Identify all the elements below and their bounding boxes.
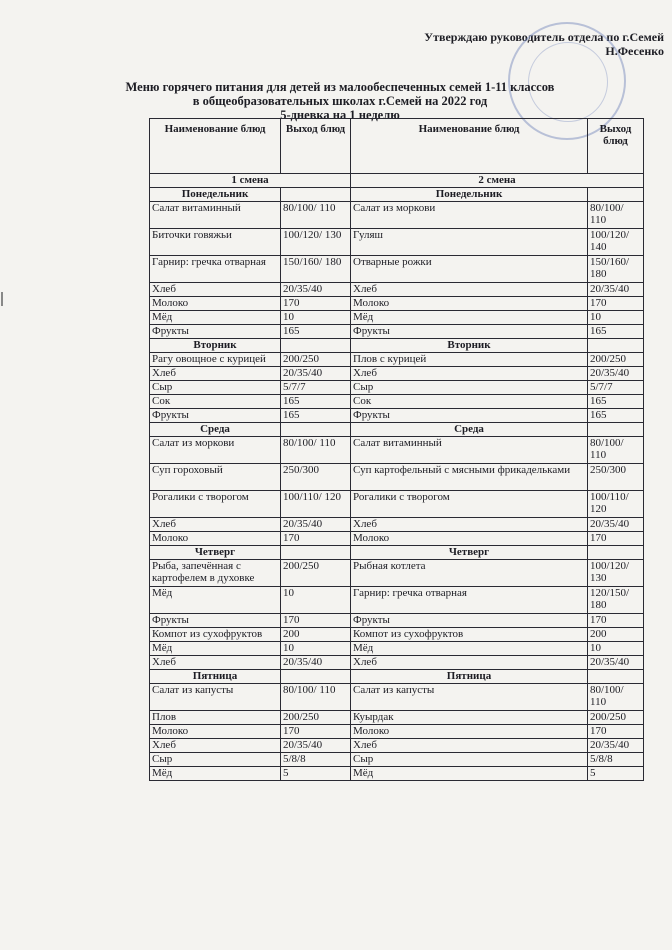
dish-yield-shift-2: 20/35/40 bbox=[588, 367, 644, 381]
menu-row bbox=[150, 325, 644, 339]
dish-name-shift-1: Молоко bbox=[150, 297, 281, 311]
dish-yield-shift-2: 170 bbox=[588, 297, 644, 311]
approver-name: Н.Фесенко bbox=[605, 44, 664, 58]
dish-yield-shift-1: 5/7/7 bbox=[281, 381, 351, 395]
day-empty-cell bbox=[588, 188, 644, 202]
dish-yield-shift-2: 250/300 bbox=[588, 464, 644, 491]
dish-yield-shift-1: 165 bbox=[281, 409, 351, 423]
dish-yield-shift-2: 5/8/8 bbox=[588, 753, 644, 767]
dish-name-shift-2: Молоко bbox=[351, 297, 588, 311]
dish-name-shift-2: Куырдак bbox=[351, 711, 588, 725]
menu-row bbox=[150, 283, 644, 297]
dish-name-shift-2: Рыбная котлета bbox=[351, 560, 588, 587]
menu-row bbox=[150, 614, 644, 628]
approval-line: Утверждаю руководитель отдела по г.Семей bbox=[424, 30, 664, 44]
menu-row bbox=[150, 725, 644, 739]
dish-name-shift-1: Фрукты bbox=[150, 325, 281, 339]
menu-row bbox=[150, 297, 644, 311]
day-name-right: Пятница bbox=[351, 670, 588, 684]
dish-yield-shift-1: 20/35/40 bbox=[281, 739, 351, 753]
dish-name-shift-2: Мёд bbox=[351, 767, 588, 781]
title-line-2: в общеобразовательных школах г.Семей на 2022 год bbox=[192, 94, 488, 108]
menu-row bbox=[150, 437, 644, 464]
dish-name-shift-2: Фрукты bbox=[351, 409, 588, 423]
document-title bbox=[80, 80, 600, 122]
menu-row bbox=[150, 353, 644, 367]
dish-name-shift-2: Сок bbox=[351, 395, 588, 409]
menu-row bbox=[150, 560, 644, 587]
dish-yield-shift-1: 10 bbox=[281, 642, 351, 656]
title-line-3: 5-дневка на 1 неделю bbox=[280, 108, 400, 122]
dish-name-shift-2: Хлеб bbox=[351, 367, 588, 381]
dish-yield-shift-1: 100/120/ 130 bbox=[281, 229, 351, 256]
dish-yield-shift-2: 5 bbox=[588, 767, 644, 781]
dish-name-shift-1: Биточки говяжьи bbox=[150, 229, 281, 256]
menu-row bbox=[150, 628, 644, 642]
dish-yield-shift-1: 150/160/ 180 bbox=[281, 256, 351, 283]
dish-name-shift-2: Гуляш bbox=[351, 229, 588, 256]
shift-1-label: 1 смена bbox=[150, 174, 351, 188]
dish-yield-shift-2: 165 bbox=[588, 395, 644, 409]
dish-yield-shift-2: 80/100/ 110 bbox=[588, 202, 644, 229]
dish-yield-shift-1: 10 bbox=[281, 587, 351, 614]
dish-name-shift-2: Компот из сухофруктов bbox=[351, 628, 588, 642]
dish-name-shift-2: Молоко bbox=[351, 532, 588, 546]
day-name-left: Понедельник bbox=[150, 188, 281, 202]
day-empty-cell bbox=[588, 423, 644, 437]
dish-name-shift-2: Рогалики с творогом bbox=[351, 491, 588, 518]
menu-row bbox=[150, 464, 644, 491]
day-header-row bbox=[150, 670, 644, 684]
day-name-right: Четверг bbox=[351, 546, 588, 560]
dish-yield-shift-1: 20/35/40 bbox=[281, 518, 351, 532]
menu-row bbox=[150, 256, 644, 283]
menu-row bbox=[150, 381, 644, 395]
dish-yield-shift-2: 200 bbox=[588, 628, 644, 642]
header-dish-2: Наименование блюд bbox=[351, 119, 588, 174]
dish-name-shift-1: Суп гороховый bbox=[150, 464, 281, 491]
menu-row bbox=[150, 684, 644, 711]
dish-yield-shift-1: 200 bbox=[281, 628, 351, 642]
dish-name-shift-1: Хлеб bbox=[150, 367, 281, 381]
day-empty-cell bbox=[588, 339, 644, 353]
day-name-left: Пятница bbox=[150, 670, 281, 684]
dish-yield-shift-2: 200/250 bbox=[588, 353, 644, 367]
header-dish-1: Наименование блюд bbox=[150, 119, 281, 174]
dish-name-shift-1: Салат из капусты bbox=[150, 684, 281, 711]
dish-name-shift-1: Рогалики с творогом bbox=[150, 491, 281, 518]
day-empty-cell bbox=[281, 188, 351, 202]
dish-name-shift-2: Салат из моркови bbox=[351, 202, 588, 229]
dish-yield-shift-2: 20/35/40 bbox=[588, 739, 644, 753]
menu-row bbox=[150, 409, 644, 423]
day-name-right: Вторник bbox=[351, 339, 588, 353]
dish-name-shift-1: Молоко bbox=[150, 725, 281, 739]
day-header-row bbox=[150, 339, 644, 353]
dish-name-shift-1: Молоко bbox=[150, 532, 281, 546]
menu-row bbox=[150, 767, 644, 781]
dish-name-shift-2: Хлеб bbox=[351, 739, 588, 753]
dish-yield-shift-1: 5 bbox=[281, 767, 351, 781]
dish-name-shift-1: Рыба, запечённая с картофелем в духовке bbox=[150, 560, 281, 587]
title-line-1: Меню горячего питания для детей из малообеспеченных семей 1-11 классов bbox=[125, 80, 555, 94]
dish-name-shift-1: Плов bbox=[150, 711, 281, 725]
dish-name-shift-1: Хлеб bbox=[150, 518, 281, 532]
header-yield-1: Выход блюд bbox=[281, 119, 351, 174]
dish-name-shift-2: Салат витаминный bbox=[351, 437, 588, 464]
dish-yield-shift-2: 100/120/ 140 bbox=[588, 229, 644, 256]
dish-name-shift-2: Салат из капусты bbox=[351, 684, 588, 711]
dish-yield-shift-1: 165 bbox=[281, 325, 351, 339]
dish-yield-shift-1: 165 bbox=[281, 395, 351, 409]
dish-yield-shift-2: 20/35/40 bbox=[588, 518, 644, 532]
dish-yield-shift-2: 165 bbox=[588, 325, 644, 339]
dish-name-shift-2: Мёд bbox=[351, 311, 588, 325]
day-name-right: Среда bbox=[351, 423, 588, 437]
dish-yield-shift-2: 5/7/7 bbox=[588, 381, 644, 395]
shift-2-label: 2 смена bbox=[351, 174, 644, 188]
dish-name-shift-1: Хлеб bbox=[150, 656, 281, 670]
day-empty-cell bbox=[588, 546, 644, 560]
dish-yield-shift-1: 200/250 bbox=[281, 711, 351, 725]
dish-yield-shift-1: 170 bbox=[281, 297, 351, 311]
day-empty-cell bbox=[281, 546, 351, 560]
menu-row bbox=[150, 532, 644, 546]
day-empty-cell bbox=[281, 423, 351, 437]
dish-yield-shift-1: 20/35/40 bbox=[281, 283, 351, 297]
dish-name-shift-2: Сыр bbox=[351, 381, 588, 395]
header-yield-2: Выход блюд bbox=[588, 119, 644, 174]
dish-name-shift-1: Рагу овощное с курицей bbox=[150, 353, 281, 367]
day-header-row bbox=[150, 423, 644, 437]
day-empty-cell bbox=[588, 670, 644, 684]
dish-yield-shift-2: 100/120/ 130 bbox=[588, 560, 644, 587]
dish-yield-shift-2: 10 bbox=[588, 311, 644, 325]
dish-name-shift-2: Мёд bbox=[351, 642, 588, 656]
menu-row bbox=[150, 642, 644, 656]
dish-yield-shift-1: 20/35/40 bbox=[281, 367, 351, 381]
dish-name-shift-1: Фрукты bbox=[150, 614, 281, 628]
dish-name-shift-2: Хлеб bbox=[351, 518, 588, 532]
dish-yield-shift-1: 170 bbox=[281, 725, 351, 739]
menu-row bbox=[150, 656, 644, 670]
shift-row bbox=[150, 174, 644, 188]
menu-row bbox=[150, 739, 644, 753]
day-name-left: Среда bbox=[150, 423, 281, 437]
header-row bbox=[150, 119, 644, 174]
dish-name-shift-1: Компот из сухофруктов bbox=[150, 628, 281, 642]
dish-name-shift-1: Мёд bbox=[150, 642, 281, 656]
dish-yield-shift-2: 10 bbox=[588, 642, 644, 656]
day-empty-cell bbox=[281, 670, 351, 684]
dish-yield-shift-1: 5/8/8 bbox=[281, 753, 351, 767]
dish-yield-shift-2: 150/160/ 180 bbox=[588, 256, 644, 283]
day-name-left: Вторник bbox=[150, 339, 281, 353]
dish-name-shift-1: Мёд bbox=[150, 311, 281, 325]
dish-name-shift-1: Мёд bbox=[150, 587, 281, 614]
menu-table bbox=[149, 118, 644, 781]
dish-yield-shift-2: 165 bbox=[588, 409, 644, 423]
day-header-row bbox=[150, 546, 644, 560]
dish-name-shift-2: Сыр bbox=[351, 753, 588, 767]
day-empty-cell bbox=[281, 339, 351, 353]
dish-yield-shift-2: 80/100/ 110 bbox=[588, 437, 644, 464]
menu-row bbox=[150, 753, 644, 767]
menu-row bbox=[150, 587, 644, 614]
dish-yield-shift-1: 80/100/ 110 bbox=[281, 437, 351, 464]
dish-name-shift-1: Сыр bbox=[150, 753, 281, 767]
dish-name-shift-1: Хлеб bbox=[150, 739, 281, 753]
dish-name-shift-1: Сыр bbox=[150, 381, 281, 395]
dish-name-shift-1: Мёд bbox=[150, 767, 281, 781]
dish-name-shift-2: Хлеб bbox=[351, 656, 588, 670]
dish-yield-shift-1: 10 bbox=[281, 311, 351, 325]
dish-yield-shift-2: 170 bbox=[588, 532, 644, 546]
dish-yield-shift-1: 200/250 bbox=[281, 353, 351, 367]
dish-name-shift-2: Отварные рожки bbox=[351, 256, 588, 283]
dish-yield-shift-1: 80/100/ 110 bbox=[281, 202, 351, 229]
dish-name-shift-2: Фрукты bbox=[351, 325, 588, 339]
scan-edge-mark bbox=[1, 292, 3, 306]
dish-yield-shift-2: 120/150/ 180 bbox=[588, 587, 644, 614]
dish-name-shift-1: Сок bbox=[150, 395, 281, 409]
dish-name-shift-2: Суп картофельный с мясными фрикадельками bbox=[351, 464, 588, 491]
dish-name-shift-1: Салат из моркови bbox=[150, 437, 281, 464]
day-name-right: Понедельник bbox=[351, 188, 588, 202]
dish-yield-shift-1: 200/250 bbox=[281, 560, 351, 587]
dish-yield-shift-2: 100/110/ 120 bbox=[588, 491, 644, 518]
dish-name-shift-1: Гарнир: гречка отварная bbox=[150, 256, 281, 283]
dish-name-shift-2: Хлеб bbox=[351, 283, 588, 297]
menu-row bbox=[150, 202, 644, 229]
dish-yield-shift-2: 80/100/ 110 bbox=[588, 684, 644, 711]
menu-row bbox=[150, 711, 644, 725]
dish-name-shift-2: Молоко bbox=[351, 725, 588, 739]
dish-name-shift-1: Хлеб bbox=[150, 283, 281, 297]
dish-yield-shift-2: 20/35/40 bbox=[588, 283, 644, 297]
dish-name-shift-2: Фрукты bbox=[351, 614, 588, 628]
dish-yield-shift-1: 250/300 bbox=[281, 464, 351, 491]
menu-row bbox=[150, 395, 644, 409]
dish-yield-shift-1: 20/35/40 bbox=[281, 656, 351, 670]
dish-yield-shift-2: 170 bbox=[588, 725, 644, 739]
dish-name-shift-2: Гарнир: гречка отварная bbox=[351, 587, 588, 614]
dish-name-shift-1: Фрукты bbox=[150, 409, 281, 423]
dish-yield-shift-1: 170 bbox=[281, 614, 351, 628]
dish-yield-shift-2: 20/35/40 bbox=[588, 656, 644, 670]
dish-name-shift-1: Салат витаминный bbox=[150, 202, 281, 229]
menu-row bbox=[150, 491, 644, 518]
dish-yield-shift-1: 170 bbox=[281, 532, 351, 546]
menu-row bbox=[150, 311, 644, 325]
dish-yield-shift-1: 100/110/ 120 bbox=[281, 491, 351, 518]
menu-row bbox=[150, 367, 644, 381]
dish-name-shift-2: Плов с курицей bbox=[351, 353, 588, 367]
menu-row bbox=[150, 518, 644, 532]
day-name-left: Четверг bbox=[150, 546, 281, 560]
dish-yield-shift-2: 170 bbox=[588, 614, 644, 628]
day-header-row bbox=[150, 188, 644, 202]
menu-row bbox=[150, 229, 644, 256]
dish-yield-shift-1: 80/100/ 110 bbox=[281, 684, 351, 711]
dish-yield-shift-2: 200/250 bbox=[588, 711, 644, 725]
